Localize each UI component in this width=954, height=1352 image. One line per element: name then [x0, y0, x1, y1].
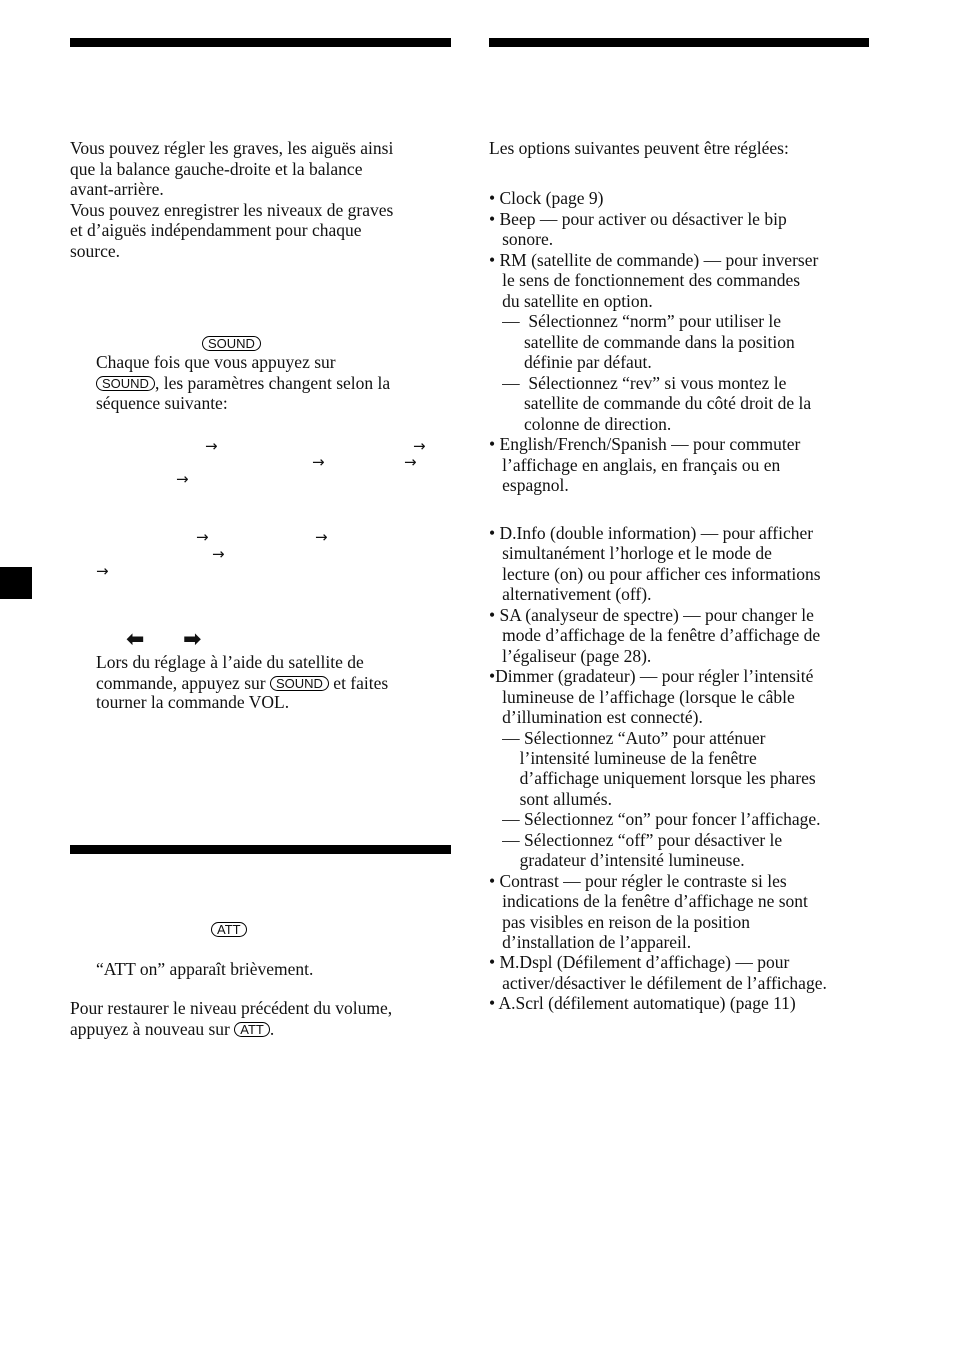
left-top-rule	[70, 38, 451, 47]
option-line: alternativement (off).	[489, 584, 652, 605]
sequence-arrow-icon: →	[413, 437, 426, 455]
option-line: simultanément l’horloge et le mode de	[489, 543, 772, 564]
option-line: d’installation de l’appareil.	[489, 932, 692, 952]
option-line: • RM (satellite de commande) — pour inverser	[489, 249, 819, 270]
step2-line: tourner la commande VOL.	[96, 692, 290, 712]
option-line: sonore.	[489, 229, 554, 249]
option-line: • M.Dspl (Défilement d’affichage) — pour	[489, 952, 790, 973]
right-top-rule	[489, 38, 869, 47]
sound-key-label: SOUND	[270, 676, 329, 691]
step1-line2-text: , les paramètres changent selon la	[154, 373, 391, 393]
intro-line: Vous pouvez enregistrer les niveaux de graves	[70, 200, 394, 220]
option-line: • Clock (page 9)	[489, 188, 604, 208]
sequence-arrow-icon: →	[212, 545, 225, 563]
option-line: • Contrast — pour régler le contraste si les	[489, 870, 787, 891]
option-line: l’égaliseur (page 28).	[489, 645, 652, 666]
option-line: espagnol.	[489, 475, 569, 495]
att-key-label: ATT	[234, 1022, 270, 1037]
intro-line: que la balance gauche-droite et la balance	[70, 159, 363, 179]
att-key	[211, 919, 247, 940]
option-line: lecture (on) ou pour afficher ces informations	[489, 563, 821, 584]
option-line: — Sélectionnez “on” pour foncer l’affichage.	[489, 809, 821, 830]
step1-line	[96, 373, 390, 394]
option-line: lumineuse de l’affichage (lorsque le câble	[489, 686, 795, 707]
option-line: pas visibles en reison de la position	[489, 911, 751, 932]
option-line: — Sélectionnez “rev” si vous montez le	[489, 372, 787, 393]
option-line: l’affichage en anglais, en français ou en	[489, 454, 781, 475]
option-line: satellite de commande dans la position	[489, 331, 795, 352]
sequence-arrow-icon: →	[196, 528, 209, 546]
step2-line2-before: commande, appuyez sur	[96, 673, 270, 693]
step1-line: Chaque fois que vous appuyez sur	[96, 352, 336, 372]
option-line: d’affichage uniquement lorsque les phares	[489, 768, 816, 789]
restore-line2-after: .	[269, 1019, 275, 1039]
intro-line: et d’aiguës indépendamment pour chaque	[70, 220, 362, 240]
option-line: gradateur d’intensité lumineuse.	[489, 850, 745, 871]
option-line: sont allumés.	[489, 788, 612, 809]
sequence-arrow-icon: →	[176, 470, 189, 488]
step2-line	[96, 673, 388, 694]
right-arrow-icon: ➡	[183, 627, 202, 652]
option-line: •Dimmer (gradateur) — pour régler l’intensité	[489, 666, 814, 687]
sequence-arrow-icon: →	[312, 453, 325, 471]
option-line: — Sélectionnez “Auto” pour atténuer	[489, 727, 766, 748]
option-line: • D.Info (double information) — pour afficher	[489, 523, 814, 543]
step2-line2-after: et faites	[328, 673, 389, 693]
option-line: du satellite en option.	[489, 290, 653, 311]
option-line: — Sélectionnez “norm” pour utiliser le	[489, 311, 782, 331]
intro-line: source.	[70, 241, 121, 261]
att-key-label: ATT	[211, 922, 247, 937]
section-tab-marker	[0, 567, 32, 599]
left-arrow-icon: ⬅	[126, 627, 145, 652]
sound-key-label: SOUND	[96, 376, 155, 391]
option-line: • SA (analyseur de spectre) — pour changer le	[489, 604, 814, 625]
sound-key-label: SOUND	[202, 336, 261, 351]
step1-line: séquence suivante:	[96, 393, 228, 413]
option-line: d’illumination est connecté).	[489, 707, 703, 728]
step2-line: Lors du réglage à l’aide du satellite de	[96, 652, 364, 672]
option-line: — Sélectionnez “off” pour désactiver le	[489, 829, 783, 850]
sequence-arrow-icon: →	[315, 528, 328, 546]
option-line: définie par défaut.	[489, 352, 652, 372]
intro-line: avant-arrière.	[70, 179, 164, 199]
step1-sound-key	[202, 333, 261, 354]
option-line: le sens de fonctionnement des commandes	[489, 270, 801, 290]
option-line: • English/French/Spanish — pour commuter	[489, 434, 801, 454]
restore-line: Pour restaurer le niveau précédent du volume,	[70, 998, 393, 1018]
sequence-arrow-icon: →	[404, 453, 417, 471]
sequence-arrow-icon: →	[96, 562, 109, 580]
option-line: indications de la fenêtre d’affichage ne sont	[489, 891, 808, 912]
option-line: activer/désactiver le défilement de l’affichage.	[489, 972, 827, 993]
option-line: colonne de direction.	[489, 413, 672, 434]
option-line: • Beep — pour activer ou désactiver le bip	[489, 208, 787, 229]
restore-line2-before: appuyez à nouveau sur	[70, 1019, 235, 1039]
option-line: satellite de commande du côté droit de la	[489, 393, 812, 413]
sequence-arrow-icon: →	[205, 437, 218, 455]
restore-line	[70, 1019, 274, 1040]
option-line: mode d’affichage de la fenêtre d’affichage de	[489, 625, 821, 646]
option-line: • A.Scrl (défilement automatique) (page 11)	[489, 993, 796, 1014]
left-mid-rule	[70, 845, 451, 854]
option-line: l’intensité lumineuse de la fenêtre	[489, 747, 757, 768]
right-intro: Les options suivantes peuvent être réglées:	[489, 138, 789, 158]
att-note: “ATT on” apparaît brièvement.	[96, 959, 314, 979]
intro-line: Vous pouvez régler les graves, les aiguës ainsi	[70, 138, 394, 158]
